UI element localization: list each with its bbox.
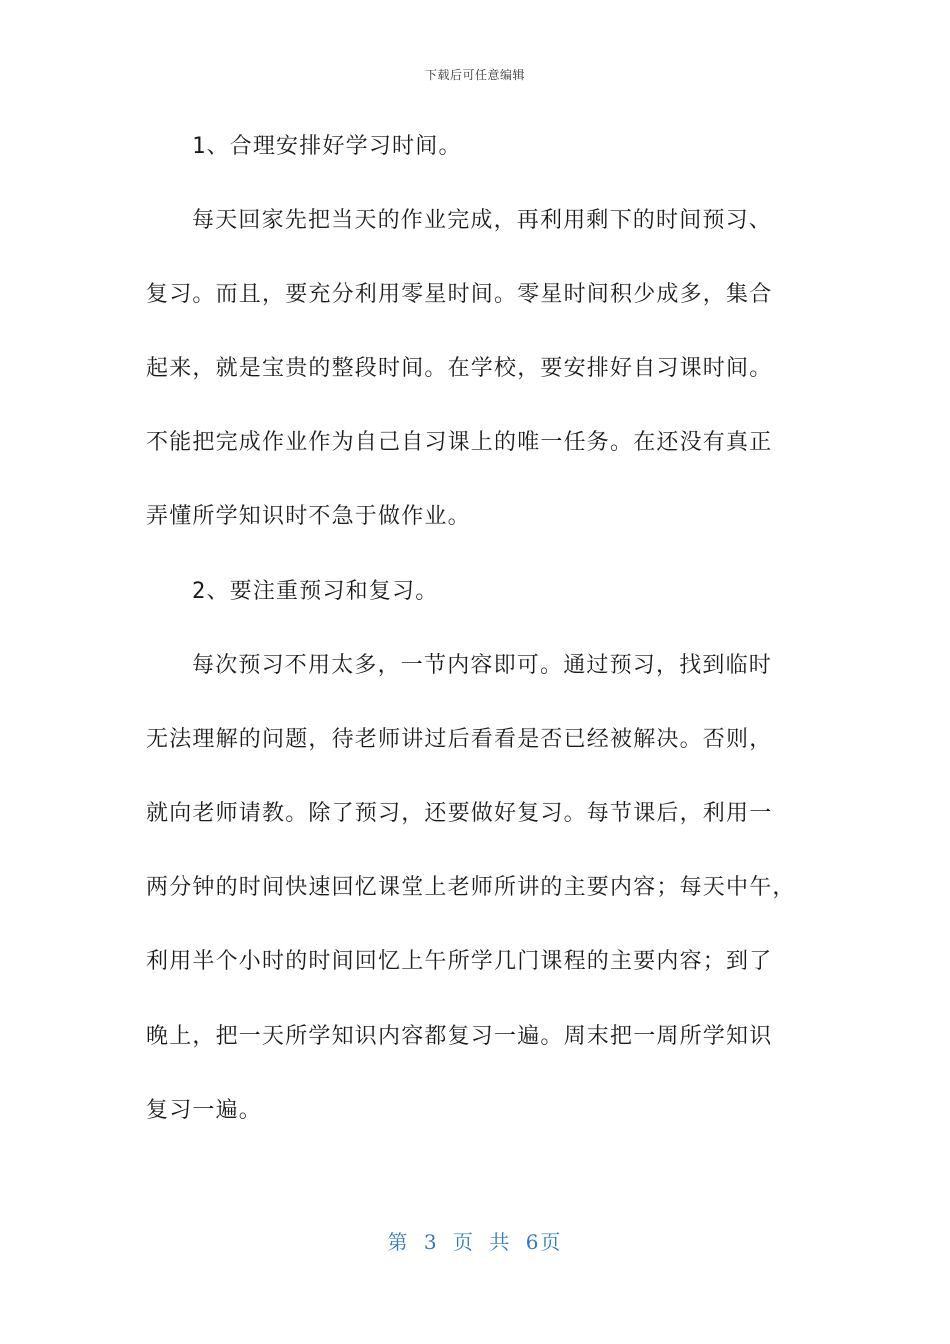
paragraph-line: 1、合理安排好学习时间。: [192, 134, 462, 159]
paragraph-line: 复习一遍。: [146, 1098, 263, 1123]
paragraph-line: 2、要注重预习和复习。: [192, 579, 439, 604]
paragraph-line: 利用半个小时的时间回忆上午所学几门课程的主要内容；到了: [146, 949, 773, 974]
paragraph-line: 不能把完成作业作为自己自习课上的唯一任务。在还没有真正: [146, 430, 773, 455]
paragraph-line: 每天回家先把当天的作业完成，再利用剩下的时间预习、: [192, 208, 773, 233]
header-note: 下载后可任意编辑: [424, 68, 525, 82]
paragraph-line: 每次预习不用太多，一节内容即可。通过预习，找到临时: [192, 653, 773, 678]
paragraph-line: 无法理解的问题，待老师讲过后看看是否已经被解决。否则，: [146, 727, 773, 752]
paragraph-line: 弄懂所学知识时不急于做作业。: [146, 504, 471, 529]
paragraph-line: 晚上，把一天所学知识内容都复习一遍。周末把一周所学知识: [146, 1024, 773, 1049]
paragraph-line: 复习。而且，要充分利用零星时间。零星时间积少成多，集合: [146, 282, 773, 307]
paragraph-line: 就向老师请教。除了预习，还要做好复习。每节课后，利用一: [146, 801, 773, 826]
paragraph-line: 两分钟的时间快速回忆课堂上老师所讲的主要内容；每天中午，: [146, 875, 796, 900]
page-number-footer: 第 3 页 共 6页: [387, 1230, 563, 1254]
paragraph-line: 起来，就是宝贵的整段时间。在学校，要安排好自习课时间。: [146, 356, 773, 381]
